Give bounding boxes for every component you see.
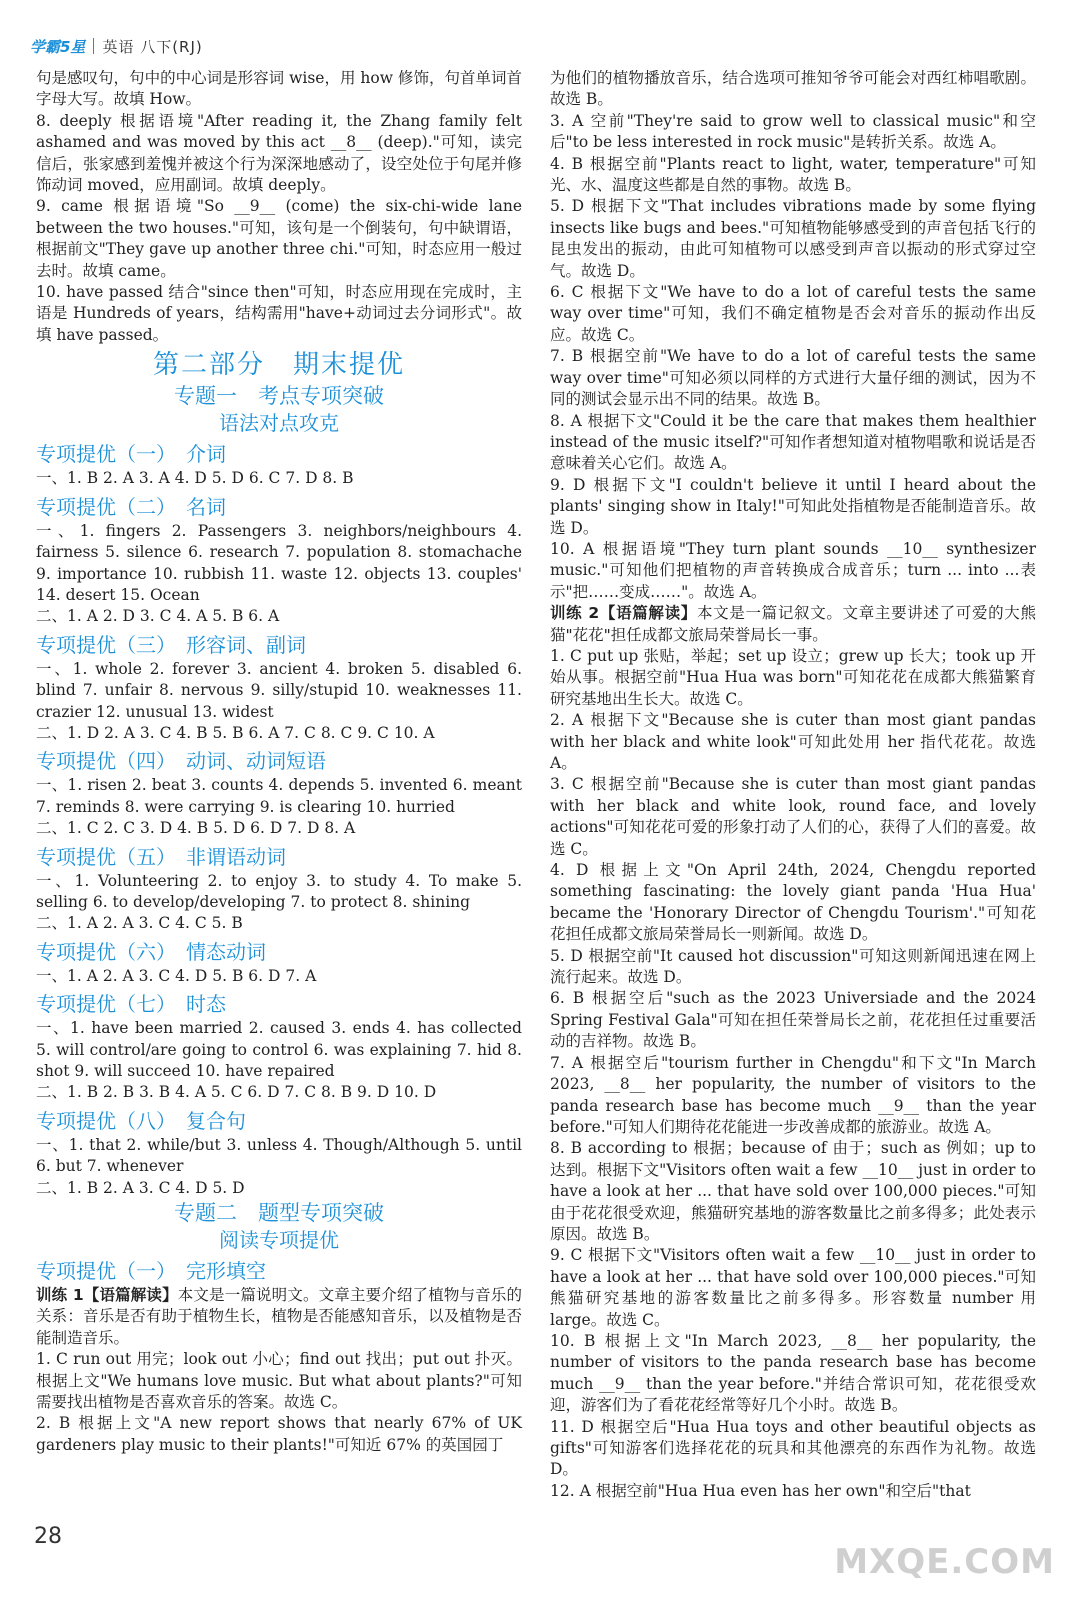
answer-item: 5. D 根据下文"That includes vibrations made by some flying insects like bugs and bees."可知植物能够感受到的声音包括飞行的昆虫发出的振动，由此可知植物可以感受到声音以振动的形式穿过空气。故选 D。 (550, 197, 1036, 280)
answer-line: 一、1. A 2. A 3. C 4. D 5. B 6. D 7. A (36, 966, 317, 985)
part-title: 第二部分 期末提优 (152, 350, 405, 381)
answer-line: 二、1. B 2. A 3. C 4. D 5. D (36, 1178, 245, 1197)
training-1-intro (36, 1285, 522, 1349)
answer-paragraph: 句是感叹句，句中的中心词是形容词 wise，用 how 修饰，句首单词首字母大写。故填 How。 (36, 69, 522, 109)
answer-line: 一、1. fingers 2. Passengers 3. neighbors/neighbours 4. fairness 5. silence 6. research 7. population 8. stomachache 9. importance 10. rubbish 11. waste 12. objects 13. couples' 14. desert 15. Ocean (36, 521, 522, 604)
answer-line: 一、1. whole 2. forever 3. ancient 4. broken 5. disabled 6. blind 7. unfair 8. nervous 9. silly/stupid 10. weaknesses 11. crazier 12. unusual 13. widest (36, 659, 522, 721)
answer-item: 8. A 根据下文"Could it be the care that makes them healthier instead of the music itself?"可知作者想知道对植物唱歌和说话是否意味着关心它们。故选 A。 (550, 411, 1036, 473)
left-column (36, 68, 522, 1456)
answer-line: 一、1. have been married 2. caused 3. ends 4. has collected 5. will control/are going to control 6. was explaining 7. hid 8. shot 9. will succeed 10. have repaired (36, 1019, 522, 1080)
answer-line: 二、1. C 2. C 3. D 4. B 5. D 6. D 7. D 8. A (36, 819, 356, 838)
brand-logo: 学霸5星 (30, 37, 86, 56)
answer-item: 6. C 根据下文"We have to do a lot of careful tests the same way over time"可知，我们不确定植物是否会对音乐的振动作出反应。故选 C。 (550, 283, 1036, 344)
section-heading-modals: 专项提优（六） 情态动词 (36, 939, 266, 964)
answer-item: 3. C 根据空前"Because she is cuter than most giant pandas with her black and white look, round face, and lovely actions"可知花花可爱的形象打动了人们的心，获得了人们的喜爱。故选 C。 (550, 775, 1036, 858)
answer-item: 2. A 根据下文"Because she is cuter than most giant pandas with her black and white look"可知此处用 her 指代花花。故选 A。 (550, 711, 1036, 772)
section-heading-tenses: 专项提优（七） 时态 (36, 992, 226, 1017)
page-number: 28 (34, 1524, 62, 1549)
subject-grade: 英语 八下(RJ) (102, 37, 203, 56)
watermark: MXQE.COM (834, 1542, 1055, 1582)
section-heading-verbs: 专项提优（四） 动词、动词短语 (36, 749, 326, 774)
answer-item: 8. B according to 根据；because of 由于；such as 例如；up to 达到。根据下文"Visitors often wait a few __10__ just in order to have a look at her ... that have sold over 100,000 pieces."可知由于花花很受欢迎，熊猫研究基地的游客数量比之前多得多；此处表示原因。故选 B。 (550, 1139, 1036, 1243)
answer-item: 12. A 根据空前"Hua Hua even has her own"和空后"that (550, 1481, 971, 1500)
topic-title-2: 专题二 题型专项突破 (174, 1201, 384, 1226)
answer-line: 一、1. risen 2. beat 3. counts 4. depends 5. invented 6. meant 7. reminds 8. were carrying 9. is clearing 10. hurried (36, 776, 522, 816)
answer-item: 10. B 根据上文"In March 2023, __8__ her popularity, the number of visitors to the panda research base has become much __9__ than the year before."并结合常识可知，花花很受欢迎，游客们为了看花花经常等好几个小时。故选 B。 (550, 1331, 1036, 1415)
answer-line: 二、1. A 2. A 3. C 4. C 5. B (36, 914, 243, 933)
topic-title-1: 专题一 考点专项突破 (174, 384, 384, 409)
page-header (30, 32, 203, 60)
training-2-label: 训练 2【语篇解读】 (550, 604, 697, 623)
answer-item-9: 9. came 根据语境"So __9__ (come) the six-chi-wide lane between the two houses."可知，该句是一个倒装句，句中缺谓语，根据前文"They gave up another three chi."可知，时态应用一般过去时。故填 came。 (36, 197, 522, 280)
answer-item: 4. B 根据空前"Plants react to light, water, temperature"可知光、水、温度这些都是自然的事物。故选 B。 (550, 154, 1036, 195)
header-divider (93, 38, 94, 54)
answer-item: 2. B 根据上文"A new report shows that nearly 67% of UK gardeners play music to their plants!"可知近 67% 的英国园丁 (36, 1414, 522, 1454)
answer-line: 二、1. D 2. A 3. C 4. B 5. B 6. A 7. C 8. C 9. C 10. A (36, 723, 435, 742)
answer-item: 10. A 根据语境"They turn plant sounds __10__ synthesizer music."可知他们把植物的声音转换成合成音乐；turn ... into ...表示"把……变成……"。故选 A。 (550, 539, 1036, 601)
section-heading-nonfinite: 专项提优（五） 非谓语动词 (36, 844, 286, 869)
answer-item: 9. C 根据下文"Visitors often wait a few __10__ just in order to have a look at her ... that have sold over 100,000 pieces."可知熊猫研究基地的游客数量比之前多得多。形容数量 number 用 large。故选 C。 (550, 1246, 1036, 1329)
answer-line: 二、1. B 2. B 3. B 4. A 5. C 6. D 7. C 8. B 9. D 10. D (36, 1083, 437, 1102)
answer-line: 一、1. Volunteering 2. to enjoy 3. to study 4. To make 5. selling 6. to develop/developing 7. to protect 8. shining (36, 871, 522, 911)
section-heading-cloze: 专项提优（一） 完形填空 (36, 1259, 266, 1284)
answer-item: 9. D 根据下文"I couldn't believe it until I heard about the plants' singing show in Italy!"可知此处指植物是否能制造音乐。故选 D。 (550, 475, 1036, 537)
subtopic-reading: 阅读专项提优 (219, 1228, 339, 1253)
answer-item-10: 10. have passed 结合"since then"可知，时态应用现在完成时，主语是 Hundreds of years，结构需用"have+动词过去分词形式"。故填 have passed。 (36, 283, 522, 344)
answer-item: 1. C run out 用完；look out 小心；find out 找出；put out 扑灭。根据上文"We humans love music. But what about plants?"可知需要找出植物是否喜欢音乐的答案。故选 C。 (36, 1350, 522, 1412)
training-1-label: 训练 1【语篇解读】 (36, 1286, 178, 1305)
answer-line: 一、1. that 2. while/but 3. unless 4. Though/Although 5. until 6. but 7. whenever (36, 1135, 522, 1176)
subtopic-grammar: 语法对点攻克 (219, 411, 339, 436)
answer-item-8: 8. deeply 根据语境"After reading it, the Zhang family felt ashamed and was moved by this act __8__ (deep)."可知，读完信后，张家感到羞愧并被这个行为深深地感动了，设空处位于句尾并修饰动词 moved，应用副词。故填 deeply。 (36, 111, 522, 195)
training-1-text: 本文是一篇说明文。文章主要介绍了植物与音乐的关系：音乐是否有助于植物生长，植物是否能感知音乐，以及植物是否能制造音乐。 (36, 1286, 522, 1347)
answer-item: 3. A 空前"They're said to grow well to classical music"和空后"to be less interested in rock music"是转折关系。故选 A。 (550, 111, 1036, 152)
answer-line: 一、1. B 2. A 3. A 4. D 5. D 6. C 7. D 8. B (36, 469, 354, 488)
answer-item: 7. B 根据空前"We have to do a lot of careful tests the same way over time"可知必须以同样的方式进行大量仔细的测试，因为不同的测试会显示出不同的结果。故选 B。 (550, 347, 1036, 409)
answer-item: 7. A 根据空后"tourism further in Chengdu"和下文"In March 2023, __8__ her popularity, the number of visitors to the panda research base has become much __9__ than the year before."可知人们期待花花能进一步改善成都的旅游业。故选 A。 (550, 1053, 1036, 1136)
answer-item: 6. B 根据空后"such as the 2023 Universiade and the 2024 Spring Festival Gala"可知在担任荣誉局长之前，花花担任过重要活动的吉祥物。故选 B。 (550, 989, 1036, 1051)
training-2-text: 本文是一篇记叙文。文章主要讲述了可爱的大熊猫"花花"担任成都文旅局荣誉局长一事。 (550, 604, 1036, 644)
answer-item: 1. C put up 张贴，举起；set up 设立；grew up 长大；took up 开始从事。根据空前"Hua Hua was born"可知花花在成都大熊猫繁育研究基地出生长大。故选 C。 (550, 646, 1036, 708)
training-2-intro (550, 603, 1036, 646)
answer-item: 5. D 根据空前"It caused hot discussion"可知这则新闻迅速在网上流行起来。故选 D。 (550, 946, 1036, 987)
answer-item: 为他们的植物播放音乐，结合选项可推知爷爷可能会对西红柿唱歌剧。故选 B。 (550, 69, 1036, 109)
section-heading-nouns: 专项提优（二） 名词 (36, 494, 226, 519)
answer-line: 二、1. A 2. D 3. C 4. A 5. B 6. A (36, 607, 280, 626)
section-heading-prepositions: 专项提优（一） 介词 (36, 442, 226, 467)
section-heading-adjectives: 专项提优（三） 形容词、副词 (36, 632, 306, 657)
right-column (550, 68, 1036, 1502)
section-heading-complex-sentences: 专项提优（八） 复合句 (36, 1108, 246, 1133)
answer-item: 4. D 根据上文"On April 24th, 2024, Chengdu reported something fascinating: the lovely giant panda 'Hua Hua' became the 'Honorary Director of Chengdu Tourism'."可知花花担任成都文旅局荣誉局长一则新闻。故选 D。 (550, 861, 1036, 944)
answer-item: 11. D 根据空后"Hua Hua toys and other beautiful objects as gifts"可知游客们选择花花的玩具和其他漂亮的东西作为礼物。故选 D。 (550, 1417, 1036, 1479)
